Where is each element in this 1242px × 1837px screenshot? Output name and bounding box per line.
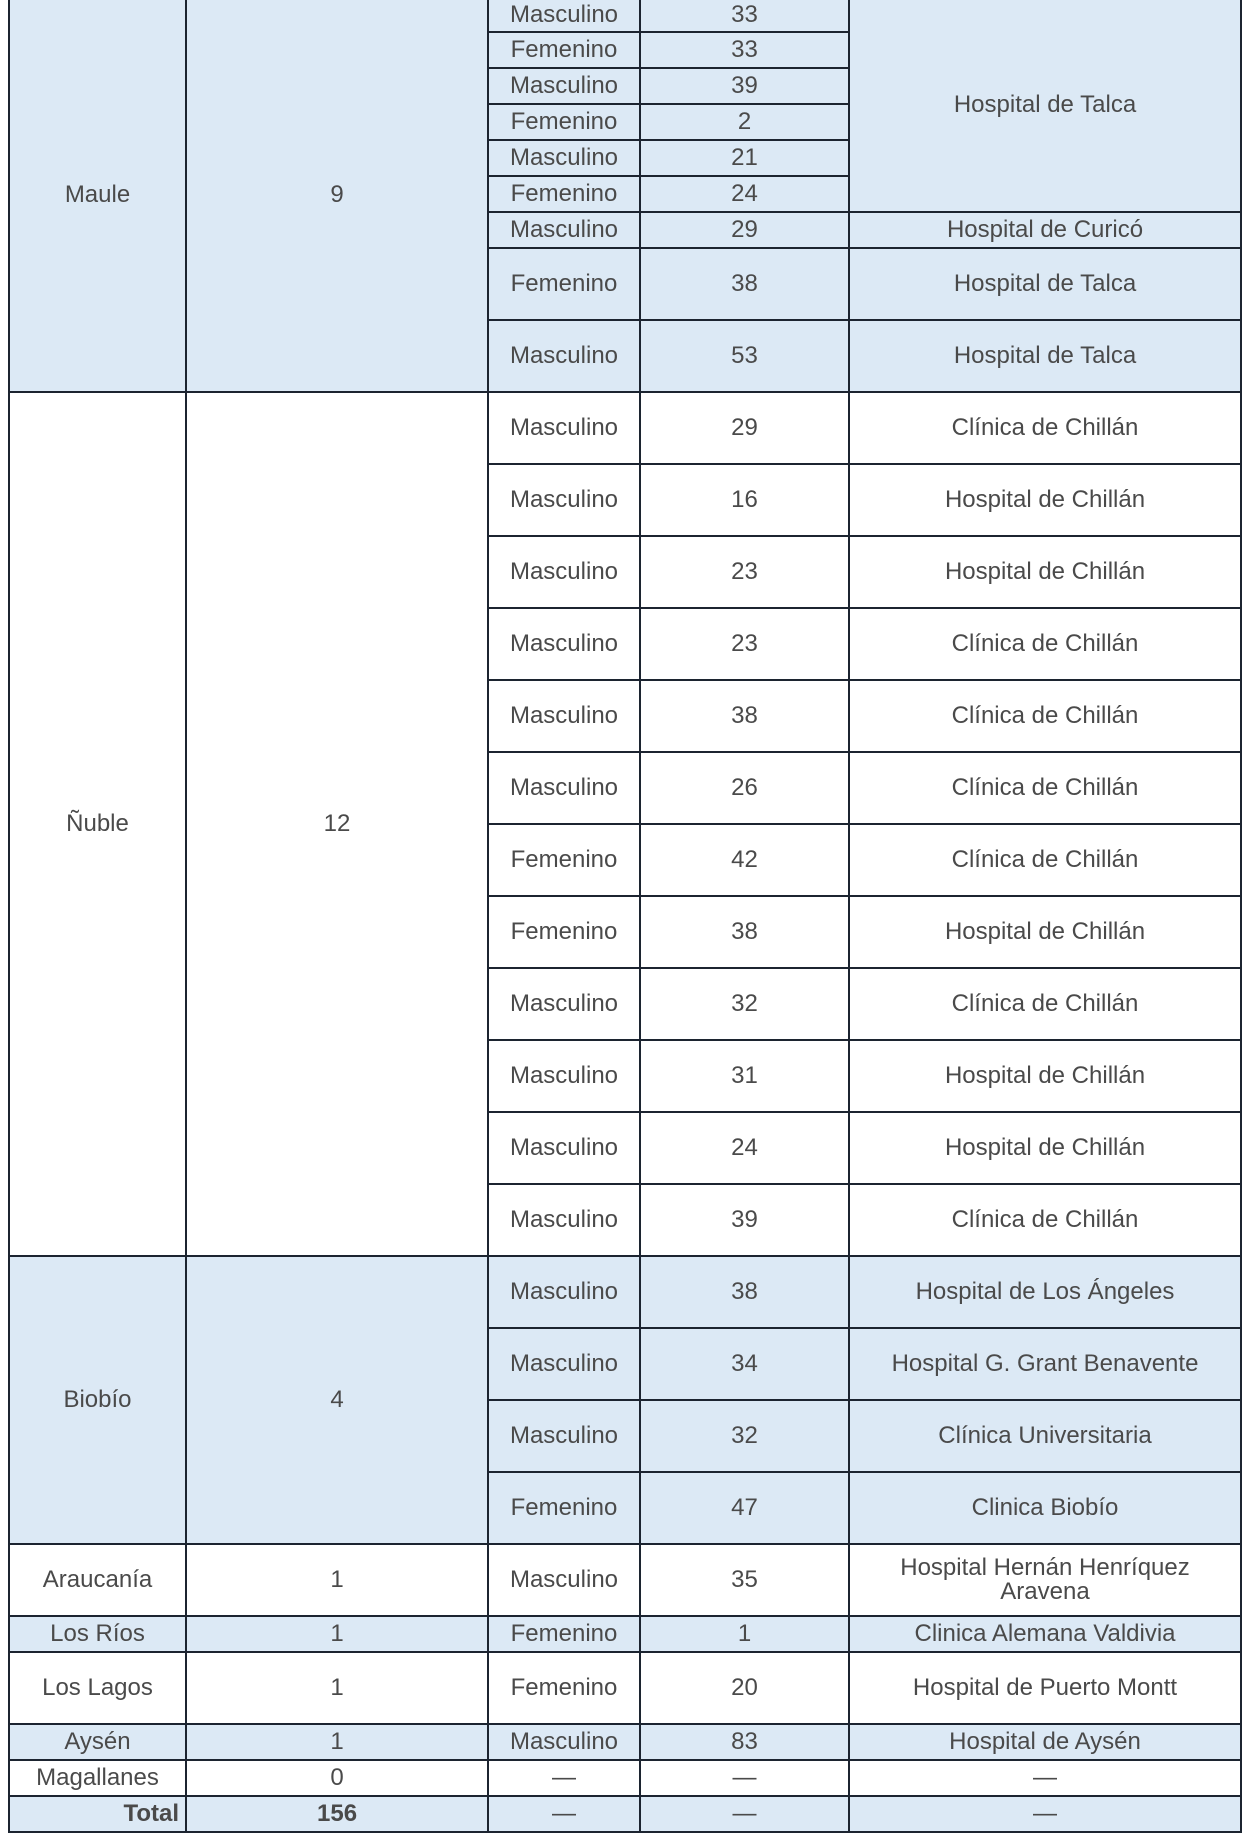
age-cell: 35 bbox=[640, 1544, 849, 1616]
sex-cell: Masculino bbox=[488, 1184, 640, 1256]
hospital-cell: — bbox=[849, 1760, 1241, 1796]
age-cell: 39 bbox=[640, 68, 849, 104]
hospital-cell: Hospital de Chillán bbox=[849, 1112, 1241, 1184]
age-cell: 47 bbox=[640, 1472, 849, 1544]
age-cell: 53 bbox=[640, 320, 849, 392]
hospital-cell: Hospital Hernán Henríquez Aravena bbox=[849, 1544, 1241, 1616]
sex-cell: — bbox=[488, 1796, 640, 1832]
sex-cell: Femenino bbox=[488, 248, 640, 320]
hospital-cell: Clínica de Chillán bbox=[849, 752, 1241, 824]
hospital-cell: Hospital de Talca bbox=[849, 0, 1241, 212]
count-cell: 1 bbox=[186, 1544, 488, 1616]
sex-cell: Masculino bbox=[488, 0, 640, 32]
sex-cell: Femenino bbox=[488, 1472, 640, 1544]
hospital-cell: Clínica Universitaria bbox=[849, 1400, 1241, 1472]
count-cell: 9 bbox=[186, 0, 488, 392]
age-cell: 33 bbox=[640, 0, 849, 32]
age-cell: 24 bbox=[640, 176, 849, 212]
count-cell: 4 bbox=[186, 1256, 488, 1544]
region-cell: Los Lagos bbox=[9, 1652, 186, 1724]
table-row bbox=[9, 0, 1241, 32]
age-cell: 26 bbox=[640, 752, 849, 824]
hospital-cell: Hospital de Chillán bbox=[849, 464, 1241, 536]
hospital-cell: Hospital de Chillán bbox=[849, 536, 1241, 608]
count-cell: 12 bbox=[186, 392, 488, 1256]
hospital-cell: Clínica de Chillán bbox=[849, 608, 1241, 680]
age-cell: 38 bbox=[640, 680, 849, 752]
sex-cell: Masculino bbox=[488, 320, 640, 392]
sex-cell: Masculino bbox=[488, 1328, 640, 1400]
age-cell: 31 bbox=[640, 1040, 849, 1112]
sex-cell: Masculino bbox=[488, 212, 640, 248]
hospital-cell: Hospital de Puerto Montt bbox=[849, 1652, 1241, 1724]
region-cell: Ñuble bbox=[9, 392, 186, 1256]
hospital-cell: Clínica de Chillán bbox=[849, 680, 1241, 752]
sex-cell: Femenino bbox=[488, 32, 640, 68]
count-cell: 1 bbox=[186, 1616, 488, 1652]
age-cell: 16 bbox=[640, 464, 849, 536]
age-cell: 33 bbox=[640, 32, 849, 68]
total-count: 156 bbox=[186, 1796, 488, 1832]
age-cell: 34 bbox=[640, 1328, 849, 1400]
hospital-cell: Hospital de Talca bbox=[849, 320, 1241, 392]
hospital-cell: — bbox=[849, 1796, 1241, 1832]
hospital-cell: Hospital de Aysén bbox=[849, 1724, 1241, 1760]
age-cell: 42 bbox=[640, 824, 849, 896]
hospital-cell: Clínica de Chillán bbox=[849, 968, 1241, 1040]
age-cell: 38 bbox=[640, 1256, 849, 1328]
age-cell: — bbox=[640, 1796, 849, 1832]
sex-cell: Femenino bbox=[488, 1652, 640, 1724]
region-cell: Araucanía bbox=[9, 1544, 186, 1616]
hospital-cell: Clínica de Chillán bbox=[849, 824, 1241, 896]
count-cell: 1 bbox=[186, 1724, 488, 1760]
age-cell: 83 bbox=[640, 1724, 849, 1760]
hospital-cell: Hospital de Curicó bbox=[849, 212, 1241, 248]
hospital-cell: Clínica de Chillán bbox=[849, 392, 1241, 464]
age-cell: 23 bbox=[640, 608, 849, 680]
sex-cell: Masculino bbox=[488, 536, 640, 608]
sex-cell: Masculino bbox=[488, 608, 640, 680]
age-cell: 23 bbox=[640, 536, 849, 608]
sex-cell: Femenino bbox=[488, 1616, 640, 1652]
age-cell: 24 bbox=[640, 1112, 849, 1184]
sex-cell: — bbox=[488, 1760, 640, 1796]
hospital-cell: Clínica de Chillán bbox=[849, 1184, 1241, 1256]
table-row bbox=[9, 392, 1241, 464]
sex-cell: Masculino bbox=[488, 1400, 640, 1472]
hospital-cell: Hospital de Chillán bbox=[849, 1040, 1241, 1112]
sex-cell: Masculino bbox=[488, 464, 640, 536]
table-row bbox=[9, 1544, 1241, 1616]
table-row bbox=[9, 1760, 1241, 1796]
region-cell: Biobío bbox=[9, 1256, 186, 1544]
age-cell: 32 bbox=[640, 1400, 849, 1472]
cases-table bbox=[8, 0, 1242, 1833]
sex-cell: Masculino bbox=[488, 140, 640, 176]
table-row bbox=[9, 1616, 1241, 1652]
count-cell: 1 bbox=[186, 1652, 488, 1724]
table-row bbox=[9, 1256, 1241, 1328]
sex-cell: Masculino bbox=[488, 68, 640, 104]
table-row bbox=[9, 1724, 1241, 1760]
sex-cell: Femenino bbox=[488, 896, 640, 968]
region-cell: Maule bbox=[9, 0, 186, 392]
age-cell: 38 bbox=[640, 248, 849, 320]
age-cell: 1 bbox=[640, 1616, 849, 1652]
region-cell: Los Ríos bbox=[9, 1616, 186, 1652]
sex-cell: Masculino bbox=[488, 752, 640, 824]
sex-cell: Masculino bbox=[488, 680, 640, 752]
sex-cell: Femenino bbox=[488, 176, 640, 212]
sex-cell: Masculino bbox=[488, 1256, 640, 1328]
total-row bbox=[9, 1796, 1241, 1832]
age-cell: 29 bbox=[640, 212, 849, 248]
age-cell: 32 bbox=[640, 968, 849, 1040]
hospital-cell: Hospital de Talca bbox=[849, 248, 1241, 320]
hospital-cell: Clinica Biobío bbox=[849, 1472, 1241, 1544]
hospital-cell: Clinica Alemana Valdivia bbox=[849, 1616, 1241, 1652]
sex-cell: Masculino bbox=[488, 1544, 640, 1616]
sex-cell: Masculino bbox=[488, 1040, 640, 1112]
age-cell: 20 bbox=[640, 1652, 849, 1724]
age-cell: 39 bbox=[640, 1184, 849, 1256]
sex-cell: Femenino bbox=[488, 824, 640, 896]
age-cell: 38 bbox=[640, 896, 849, 968]
region-cell: Aysén bbox=[9, 1724, 186, 1760]
hospital-cell: Hospital de Los Ángeles bbox=[849, 1256, 1241, 1328]
age-cell: 21 bbox=[640, 140, 849, 176]
age-cell: — bbox=[640, 1760, 849, 1796]
sex-cell: Masculino bbox=[488, 1112, 640, 1184]
sex-cell: Femenino bbox=[488, 104, 640, 140]
region-cell: Magallanes bbox=[9, 1760, 186, 1796]
sex-cell: Masculino bbox=[488, 392, 640, 464]
count-cell: 0 bbox=[186, 1760, 488, 1796]
age-cell: 29 bbox=[640, 392, 849, 464]
hospital-cell: Hospital de Chillán bbox=[849, 896, 1241, 968]
sex-cell: Masculino bbox=[488, 1724, 640, 1760]
hospital-cell: Hospital G. Grant Benavente bbox=[849, 1328, 1241, 1400]
total-label: Total bbox=[9, 1796, 186, 1832]
age-cell: 2 bbox=[640, 104, 849, 140]
sex-cell: Masculino bbox=[488, 968, 640, 1040]
table-row bbox=[9, 1652, 1241, 1724]
